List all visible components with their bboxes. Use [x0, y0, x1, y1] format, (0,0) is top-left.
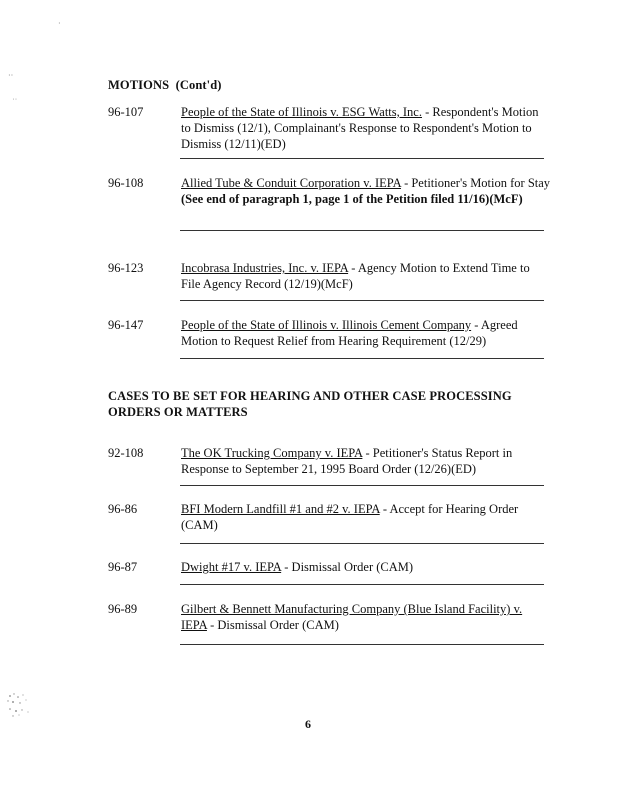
motions-heading — [108, 77, 222, 93]
entry-description — [181, 104, 551, 152]
entry-description — [181, 501, 551, 533]
divider-rule — [180, 300, 544, 301]
case-title: BFI Modern Landfill #1 and #2 v. IEPA — [181, 502, 380, 516]
case-title: Gilbert & Bennett Manufacturing Company (Blue Island Facility) v. IEPA — [181, 602, 523, 632]
scan-speck: ˙˙ — [12, 97, 18, 106]
entry-text: - Petitioner's Motion for Stay — [400, 176, 551, 190]
motions-heading-cont: (Cont'd) — [175, 78, 222, 92]
docket-number: 96-87 — [108, 560, 138, 574]
divider-rule — [180, 230, 544, 231]
docket-number: 96-107 — [108, 105, 144, 119]
cases-heading: CASES TO BE SET FOR HEARING AND OTHER CASE PROCESSING ORDERS OR MATTERS — [108, 389, 512, 419]
entry-description — [181, 317, 551, 349]
divider-rule — [180, 584, 544, 585]
divider-rule — [180, 485, 544, 486]
case-title: People of the State of Illinois v. Illinois Cement Company — [181, 318, 472, 332]
case-title: People of the State of Illinois v. ESG Watts, Inc. — [181, 105, 422, 119]
entry-text: - Agreed Motion to Request Relief from Hearing Requirement (12/29) — [181, 318, 518, 348]
case-title: The OK Trucking Company v. IEPA — [181, 446, 363, 460]
divider-rule — [180, 543, 544, 544]
case-title: Allied Tube & Conduit Corporation v. IEPA — [181, 176, 401, 190]
entry-bold-note: (See end of paragraph 1, page 1 of the Petition filed 11/16)(McF) — [181, 192, 523, 206]
docket-number: 96-108 — [108, 176, 144, 190]
entry-text: - Respondent's Motion to Dismiss (12/1), Complainant's Response to Respondent's Motion to Dismiss (12/11)(ED) — [181, 105, 539, 151]
scan-speck: ·· — [8, 71, 14, 80]
scan-speck: · — [58, 19, 61, 28]
docket-number: 96-86 — [108, 502, 138, 516]
case-title: Incobrasa Industries, Inc. v. IEPA — [181, 261, 349, 275]
docket-number: 92-108 — [108, 446, 144, 460]
page-number: 6 — [305, 717, 311, 731]
scan-noise-mark — [4, 690, 34, 720]
entry-description — [181, 445, 551, 477]
entry-text: - Dismissal Order (CAM) — [206, 618, 339, 632]
docket-number: 96-123 — [108, 261, 144, 275]
entry-description — [181, 175, 551, 207]
docket-number: 96-147 — [108, 318, 144, 332]
entry-description — [181, 559, 551, 575]
entry-text: - Agency Motion to Extend Time to File Agency Record (12/19)(McF) — [181, 261, 530, 291]
docket-number: 96-89 — [108, 602, 138, 616]
divider-rule — [180, 644, 544, 645]
entry-text: - Petitioner's Status Report in Response to September 21, 1995 Board Order (12/26)(ED) — [181, 446, 513, 476]
entry-description — [181, 601, 551, 633]
entry-text: - Accept for Hearing Order (CAM) — [181, 502, 519, 532]
case-title: Dwight #17 v. IEPA — [181, 560, 282, 574]
divider-rule — [180, 158, 544, 159]
motions-heading-label: MOTIONS — [108, 78, 170, 92]
divider-rule — [180, 358, 544, 359]
entry-description — [181, 260, 551, 292]
entry-text: - Dismissal Order (CAM) — [281, 560, 414, 574]
